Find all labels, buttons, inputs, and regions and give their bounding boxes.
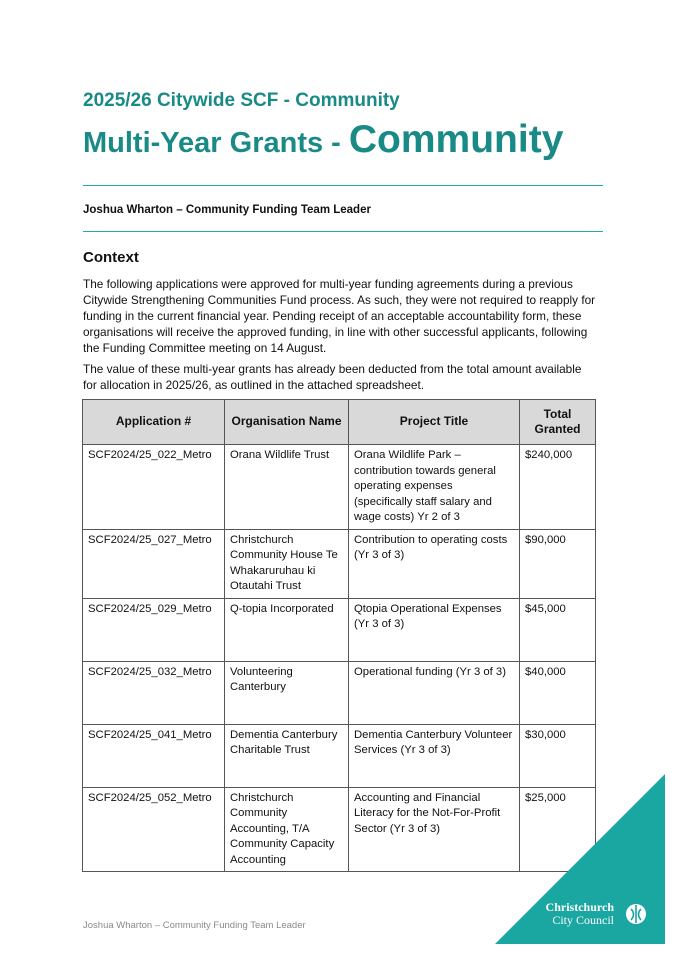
logo-text-line-2: City Council bbox=[552, 913, 614, 927]
header-project-title: Project Title bbox=[349, 400, 520, 445]
table-row bbox=[83, 529, 596, 598]
cell-organisation-name: Christchurch Community House Te Whakaruruhau ki Otautahi Trust bbox=[225, 529, 349, 598]
cell-total-granted: $90,000 bbox=[520, 529, 596, 598]
cell-application-number: SCF2024/25_022_Metro bbox=[83, 445, 225, 530]
cell-application-number: SCF2024/25_027_Metro bbox=[83, 529, 225, 598]
document-title bbox=[83, 118, 563, 162]
council-emblem-icon bbox=[626, 904, 646, 924]
council-corner-logo bbox=[495, 774, 665, 944]
table-header-row bbox=[83, 400, 596, 445]
logo-text-line-1: Christchurch bbox=[545, 900, 614, 914]
cell-total-granted: $45,000 bbox=[520, 598, 596, 661]
cell-project-title: Qtopia Operational Expenses (Yr 3 of 3) bbox=[349, 598, 520, 661]
cell-project-title: Operational funding (Yr 3 of 3) bbox=[349, 661, 520, 724]
document-author: Joshua Wharton – Community Funding Team Leader bbox=[83, 204, 371, 216]
author-divider bbox=[83, 231, 603, 232]
cell-organisation-name: Orana Wildlife Trust bbox=[225, 445, 349, 530]
cell-application-number: SCF2024/25_032_Metro bbox=[83, 661, 225, 724]
table-row bbox=[83, 445, 596, 530]
header-application-number: Application # bbox=[83, 400, 225, 445]
document-subtitle: 2025/26 Citywide SCF - Community bbox=[83, 90, 400, 111]
cell-project-title: Contribution to operating costs (Yr 3 of 3) bbox=[349, 529, 520, 598]
top-divider bbox=[83, 185, 603, 186]
cell-project-title: Accounting and Financial Literacy for the Not-For-Profit Sector (Yr 3 of 3) bbox=[349, 787, 520, 872]
title-part-1: Multi-Year Grants - bbox=[83, 127, 349, 159]
context-paragraph-1: The following applications were approved for multi-year funding agreements during a previous Citywide Strengthening Communities Fund process. As such, they were not required to reapply for funding in the current financial year. Pending receipt of an acceptable accountability form, these organisations will receive the approved funding, in line with other successful applicants, following the Funding Committee meeting on 14 August. bbox=[83, 277, 596, 355]
cell-project-title: Orana Wildlife Park – contribution towards general operating expenses (specifically staff salary and wage costs) Yr 2 of 3 bbox=[349, 445, 520, 530]
cell-organisation-name: Volunteering Canterbury bbox=[225, 661, 349, 724]
footer-author: Joshua Wharton – Community Funding Team Leader bbox=[83, 920, 306, 931]
cell-application-number: SCF2024/25_041_Metro bbox=[83, 724, 225, 787]
cell-organisation-name: Dementia Canterbury Charitable Trust bbox=[225, 724, 349, 787]
header-total-granted: Total Granted bbox=[520, 400, 596, 445]
cell-organisation-name: Q-topia Incorporated bbox=[225, 598, 349, 661]
cell-organisation-name: Christchurch Community Accounting, T/A Community Capacity Accounting bbox=[225, 787, 349, 872]
cell-total-granted: $40,000 bbox=[520, 661, 596, 724]
cell-total-granted: $240,000 bbox=[520, 445, 596, 530]
cell-project-title: Dementia Canterbury Volunteer Services (Yr 3 of 3) bbox=[349, 724, 520, 787]
title-part-2: Community bbox=[348, 118, 564, 161]
header-organisation-name: Organisation Name bbox=[225, 400, 349, 445]
cell-total-granted: $30,000 bbox=[520, 724, 596, 787]
context-heading: Context bbox=[83, 249, 139, 266]
context-paragraph-2: The value of these multi-year grants has already been deducted from the total amount available for allocation in 2025/26, as outlined in the attached spreadsheet. bbox=[83, 362, 582, 392]
cell-application-number: SCF2024/25_029_Metro bbox=[83, 598, 225, 661]
table-row bbox=[83, 598, 596, 661]
cell-application-number: SCF2024/25_052_Metro bbox=[83, 787, 225, 872]
cell-total-granted: $25,000 bbox=[520, 787, 596, 872]
table-row bbox=[83, 661, 596, 724]
